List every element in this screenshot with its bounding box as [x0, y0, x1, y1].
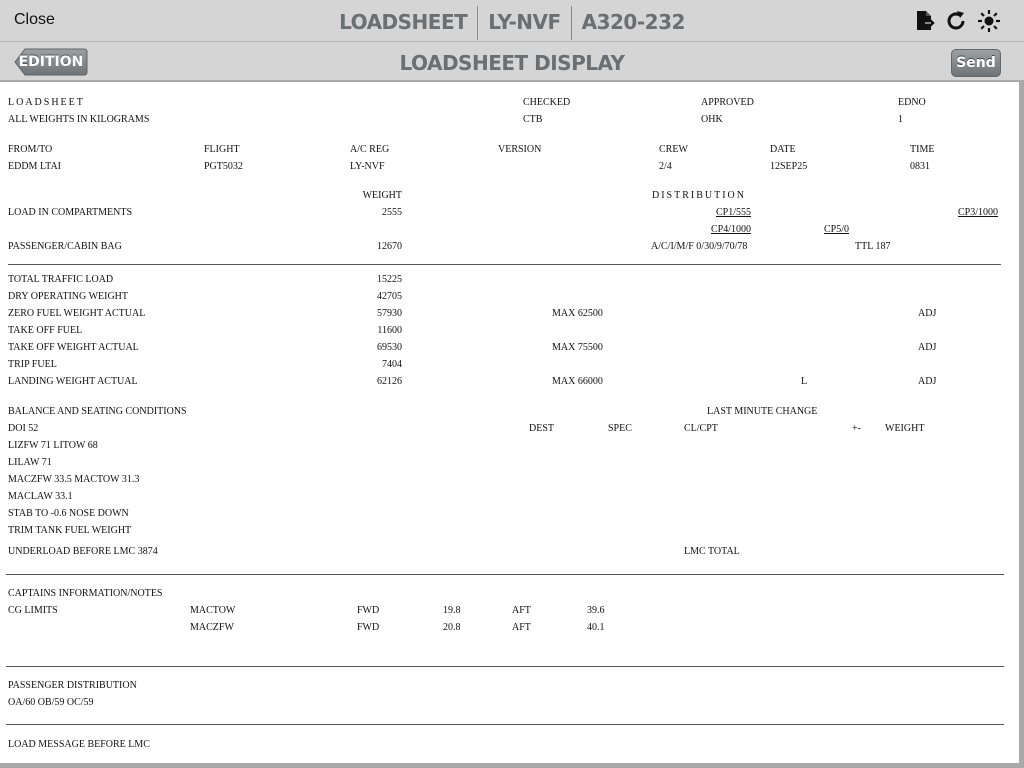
balance-line: LILAW 71	[8, 457, 52, 468]
approved-label: APPROVED	[701, 97, 754, 108]
cg-row-aft: AFT	[512, 622, 531, 633]
balance-line: MACZFW 33.5 MACTOW 31.3	[8, 474, 140, 485]
lmc-clcpt-header: CL/CPT	[684, 423, 718, 434]
top-bar	[0, 0, 1024, 42]
brightness-icon[interactable]	[977, 9, 1001, 33]
cg-limits-label: CG LIMITS	[8, 605, 58, 616]
acimf-value: A/C/I/M/F 0/30/9/70/78	[651, 241, 748, 252]
send-button[interactable]: Send	[951, 49, 1001, 77]
weight-header: WEIGHT	[362, 190, 402, 201]
title-aircraft-type: A320-232	[581, 9, 685, 34]
edition-label: EDITION	[18, 54, 84, 70]
flight-value: PGT5032	[204, 161, 243, 172]
title-loadsheet: LOADSHEET	[339, 9, 468, 34]
weight-row-value: 42705	[377, 291, 402, 302]
loadsheet-document	[0, 82, 1019, 763]
approved-value: OHK	[701, 114, 723, 125]
doi-value: DOI 52	[8, 423, 39, 434]
weight-row-label: DRY OPERATING WEIGHT	[8, 291, 128, 302]
pax-label: PASSENGER/CABIN BAG	[8, 241, 122, 252]
balance-line: MACLAW 33.1	[8, 491, 73, 502]
lmc-weight-header: WEIGHT	[885, 423, 925, 434]
balance-line: LIZFW 71 LITOW 68	[8, 440, 98, 451]
weight-row-label: TAKE OFF FUEL	[8, 325, 83, 336]
flight-label: FLIGHT	[204, 144, 240, 155]
edno-label: EDNO	[898, 97, 926, 108]
acreg-label: A/C REG	[350, 144, 390, 155]
time-value: 0831	[910, 161, 930, 172]
display-title: LOADSHEET DISPLAY	[399, 51, 625, 75]
divider	[6, 724, 1004, 725]
captain-info-title: CAPTAINS INFORMATION/NOTES	[8, 588, 163, 599]
cg-row-aft: AFT	[512, 605, 531, 616]
close-button[interactable]: Close	[14, 11, 55, 28]
loadsheet-heading: LOADSHEET	[8, 97, 85, 108]
date-value: 12SEP25	[770, 161, 808, 172]
pax-value: 12670	[377, 241, 402, 252]
lmc-title: LAST MINUTE CHANGE	[707, 406, 818, 417]
cg-row-name: MACTOW	[190, 605, 236, 616]
cp5-value: CP5/0	[824, 224, 850, 235]
date-label: DATE	[770, 144, 796, 155]
crew-label: CREW	[659, 144, 688, 155]
time-label: TIME	[910, 144, 935, 155]
underload-value: UNDERLOAD BEFORE LMC 3874	[8, 546, 158, 557]
divider	[6, 574, 1004, 575]
weight-row-value: 15225	[377, 274, 402, 285]
weight-row-label: LANDING WEIGHT ACTUAL	[8, 376, 138, 387]
balance-title: BALANCE AND SEATING CONDITIONS	[8, 406, 187, 417]
weight-row-value: 62126	[377, 376, 402, 387]
lmc-dest-header: DEST	[529, 423, 554, 434]
lmc-spec-header: SPEC	[608, 423, 632, 434]
compartments-value: 2555	[382, 207, 402, 218]
cg-row-fwd-value: 19.8	[443, 605, 461, 616]
cp4-value: CP4/1000	[711, 224, 752, 235]
crew-value: 2/4	[659, 161, 672, 172]
weight-row-adj: ADJ	[918, 342, 937, 353]
cg-row-aft-value: 40.1	[587, 622, 605, 633]
balance-line: TRIM TANK FUEL WEIGHT	[8, 525, 132, 536]
weight-row-value: 11600	[377, 325, 402, 336]
cg-row-fwd: FWD	[357, 622, 380, 633]
cp1-value: CP1/555	[716, 207, 752, 218]
weight-row-adj: ADJ	[918, 376, 937, 387]
weight-row-label: TOTAL TRAFFIC LOAD	[8, 274, 114, 285]
title-registration: LY-NVF	[488, 9, 561, 34]
cg-row-aft-value: 39.6	[587, 605, 605, 616]
cp3-value: CP3/1000	[958, 207, 999, 218]
fromto-label: FROM/TO	[8, 144, 53, 155]
distribution-header: DISTRIBUTION	[652, 190, 746, 201]
weight-row-label: TAKE OFF WEIGHT ACTUAL	[8, 342, 139, 353]
weights-unit-note: ALL WEIGHTS IN KILOGRAMS	[8, 114, 150, 125]
fromto-value: EDDM LTAI	[8, 161, 61, 172]
balance-line: STAB TO -0.6 NOSE DOWN	[8, 508, 129, 519]
page-title	[0, 6, 1024, 40]
cg-row-fwd: FWD	[357, 605, 380, 616]
weight-row-max: MAX 75500	[552, 342, 603, 353]
load-message-title: LOAD MESSAGE BEFORE LMC	[8, 739, 150, 750]
compartments-label: LOAD IN COMPARTMENTS	[8, 207, 133, 218]
refresh-icon[interactable]	[944, 9, 968, 33]
weight-row-value: 7404	[382, 359, 402, 370]
version-label: VERSION	[498, 144, 542, 155]
edno-value: 1	[898, 114, 903, 125]
checked-value: CTB	[523, 114, 543, 125]
acreg-value: LY-NVF	[350, 161, 385, 172]
weight-row-label: ZERO FUEL WEIGHT ACTUAL	[8, 308, 146, 319]
weight-row-label: TRIP FUEL	[8, 359, 57, 370]
lmc-total-label: LMC TOTAL	[684, 546, 740, 557]
weight-row-value: 57930	[377, 308, 402, 319]
ttl-value: TTL 187	[855, 241, 891, 252]
weight-row-max: MAX 66000	[552, 376, 603, 387]
weight-row-adj: ADJ	[918, 308, 937, 319]
checked-label: CHECKED	[523, 97, 571, 108]
cg-row-fwd-value: 20.8	[443, 622, 461, 633]
weight-row-max: MAX 62500	[552, 308, 603, 319]
pax-distribution-value: OA/60 OB/59 OC/59	[8, 697, 94, 708]
cg-row-name: MACZFW	[190, 622, 234, 633]
pax-distribution-title: PASSENGER DISTRIBUTION	[8, 680, 137, 691]
divider	[8, 264, 1001, 265]
weight-row-limit-flag: L	[801, 376, 808, 387]
divider	[6, 666, 1004, 667]
lmc-plusminus-header: +-	[852, 423, 861, 434]
weight-row-value: 69530	[377, 342, 402, 353]
document-arrow-icon[interactable]	[913, 9, 937, 33]
